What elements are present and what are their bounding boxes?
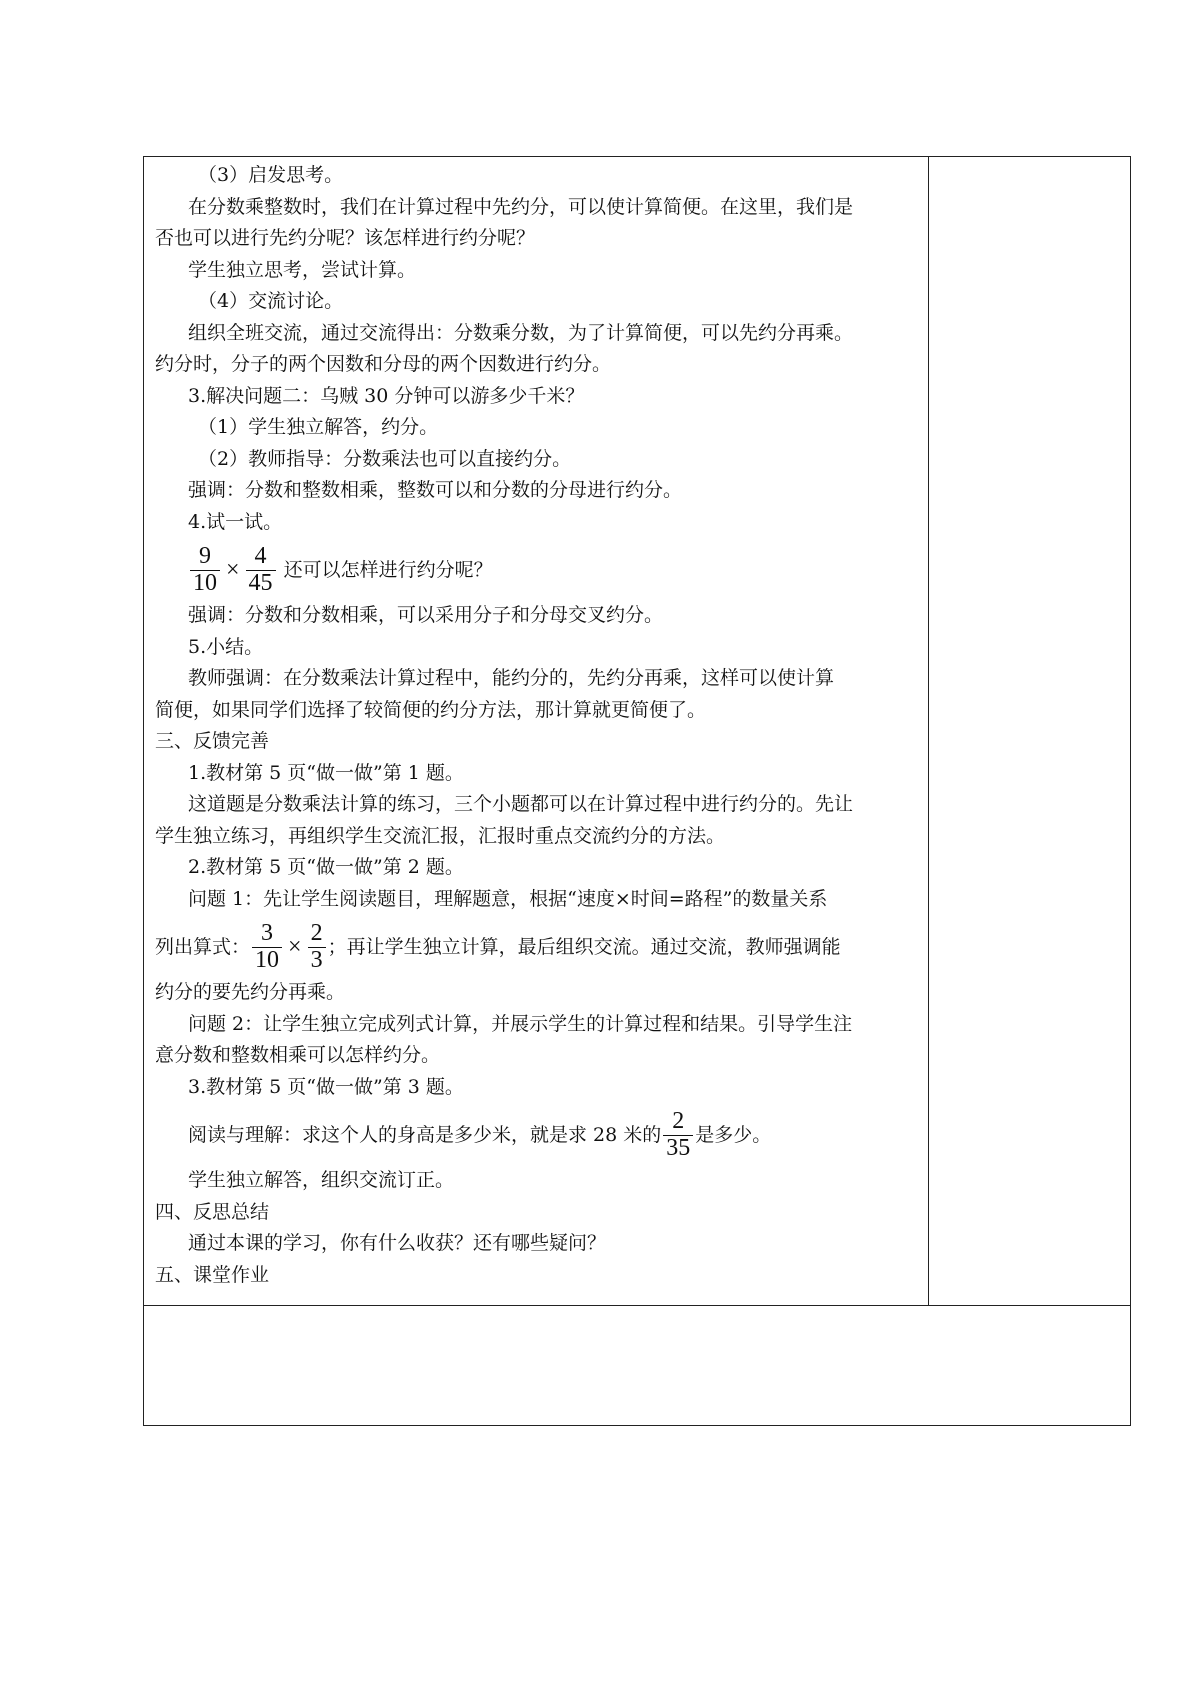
text-line: （2）教师指导：分数乘法也可以直接约分。	[198, 447, 572, 470]
lesson-content	[155, 160, 925, 1291]
text-line: 1.教材第 5 页“做一做”第 1 题。	[188, 761, 464, 784]
fraction: $\frac{4}{45}$	[246, 544, 276, 595]
fraction: $\frac{2}{3}$	[308, 921, 326, 972]
text-line: （1）学生独立解答，约分。	[198, 416, 439, 438]
text-line: 3.解决问题二：乌贼 30 分钟可以游多少千米？	[188, 384, 585, 407]
text-line: 约分时，分子的两个因数和分母的两个因数进行约分。	[155, 353, 612, 375]
section-heading: 三、反馈完善	[155, 730, 270, 752]
fraction: $\frac{3}{10}$	[252, 921, 282, 972]
text-line: 学生独立练习，再组织学生交流汇报，汇报时重点交流约分的方法。	[155, 824, 726, 847]
text-line: 还可以怎样进行约分呢？	[283, 559, 493, 581]
text-line: 3.教材第 5 页“做一做”第 3 题。	[188, 1075, 464, 1098]
text-line: 学生独立解答，组织交流订正。	[188, 1169, 455, 1191]
text-line: 通过本课的学习，你有什么收获？还有哪些疑问？	[188, 1232, 607, 1254]
text-line: 学生独立思考，尝试计算。	[188, 258, 417, 281]
text-line: 是多少。	[695, 1124, 772, 1146]
text-line: 组织全班交流，通过交流得出：分数乘分数，为了计算简便，可以先约分再乘。	[188, 321, 854, 344]
text-line: 问题 1：先让学生阅读题目，理解题意，根据“速度×时间=路程”的数量关系	[188, 887, 828, 910]
text-line: 简便，如果同学们选择了较简便的约分方法，那计算就更简便了。	[155, 698, 707, 721]
text-line: 强调：分数和整数相乘，整数可以和分数的分母进行约分。	[188, 479, 683, 501]
text-line: 这道题是分数乘法计算的练习，三个小题都可以在计算过程中进行约分的。先让	[188, 793, 854, 815]
text-line: 在分数乘整数时，我们在计算过程中先约分，可以使计算简便。在这里，我们是	[188, 195, 854, 218]
text-line: 问题 2：让学生独立完成列式计算，并展示学生的计算过程和结果。引导学生注	[188, 1012, 853, 1035]
fraction: $\frac{9}{10}$	[190, 544, 220, 595]
row-divider	[144, 1305, 1130, 1306]
text-line: 强调：分数和分数相乘，可以采用分子和分母交叉约分。	[188, 604, 664, 626]
multiply-sign: ×	[226, 557, 240, 583]
column-divider	[928, 157, 929, 1305]
text-line: （3）启发思考。	[198, 164, 344, 186]
text-line: 教师强调：在分数乘法计算过程中，能约分的，先约分再乘，这样可以使计算	[188, 667, 835, 689]
section-heading: 四、反思总结	[155, 1200, 270, 1223]
q1-expression	[155, 915, 925, 977]
text-line: 列出算式：	[155, 936, 251, 958]
text-line: 意分数和整数相乘可以怎样约分。	[155, 1044, 441, 1066]
reading-expression	[155, 1103, 925, 1165]
text-line: 2.教材第 5 页“做一做”第 2 题。	[188, 856, 464, 878]
text-line: 4.试一试。	[188, 510, 283, 533]
text-line: 阅读与理解：求这个人的身高是多少米，就是求 28 米的	[188, 1124, 662, 1146]
text-line: （4）交流讨论。	[198, 290, 344, 312]
fraction: $\frac{2}{35}$	[663, 1109, 693, 1160]
section-heading: 五、课堂作业	[155, 1263, 270, 1286]
text-line: 5.小结。	[188, 635, 264, 658]
multiply-sign: ×	[288, 934, 302, 960]
text-line: 否也可以进行先约分呢？该怎样进行约分呢？	[155, 227, 536, 249]
text-line: 约分的要先约分再乘。	[155, 981, 346, 1003]
text-line: ；再让学生独立计算，最后组织交流。通过交流，教师强调能	[327, 936, 841, 958]
try-expression	[155, 538, 925, 600]
